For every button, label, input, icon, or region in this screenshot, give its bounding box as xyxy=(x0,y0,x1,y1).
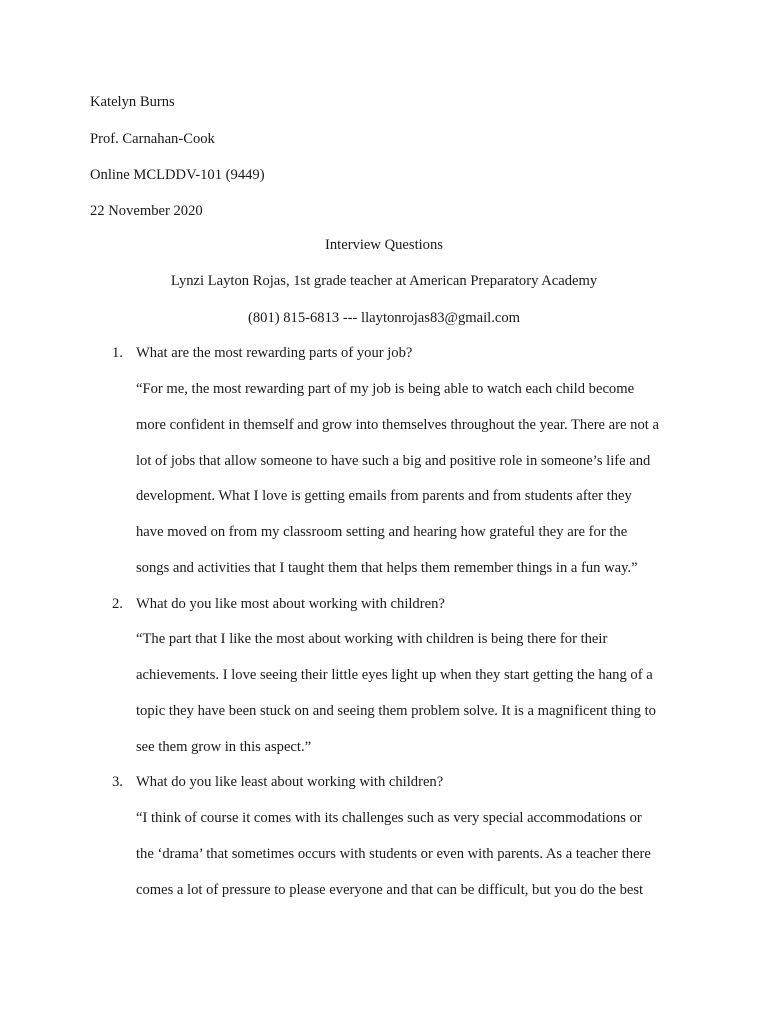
question-text: What do you like least about working with children? xyxy=(136,774,444,790)
question-number: 2. xyxy=(112,596,123,612)
answer-line: achievements. I love seeing their little eyes light up when they start getting the hang of a xyxy=(136,667,653,683)
question-number: 3. xyxy=(112,774,123,790)
answer-line: lot of jobs that allow someone to have such a big and positive role in someone’s life and xyxy=(136,453,651,469)
answer-line: comes a lot of pressure to please everyone and that can be difficult, but you do the best xyxy=(136,882,644,898)
question-text: What are the most rewarding parts of your job? xyxy=(136,345,413,361)
answer-line: see them grow in this aspect.” xyxy=(136,739,312,755)
answer-line: have moved on from my classroom setting and hearing how grateful they are for the xyxy=(136,524,628,540)
contact-line: (801) 815-6813 --- llaytonrojas83@gmail.com xyxy=(247,310,520,326)
course-name: Online MCLDDV-101 (9449) xyxy=(90,167,265,183)
document-date: 22 November 2020 xyxy=(90,203,203,219)
answer-line: “For me, the most rewarding part of my job is being able to watch each child become xyxy=(136,381,635,397)
professor-name: Prof. Carnahan-Cook xyxy=(90,131,215,147)
answer-line: the ‘drama’ that sometimes occurs with students or even with parents. As a teacher there xyxy=(136,846,651,862)
answer-line: more confident in themself and grow into themselves throughout the year. There are not a xyxy=(136,417,659,433)
answer-line: songs and activities that I taught them that helps them remember things in a fun way.” xyxy=(136,560,638,576)
answer-line: “The part that I like the most about working with children is being there for their xyxy=(136,631,608,647)
question-text: What do you like most about working with children? xyxy=(136,596,445,612)
interviewee-line: Lynzi Layton Rojas, 1st grade teacher at American Preparatory Academy xyxy=(170,273,598,289)
student-name: Katelyn Burns xyxy=(90,94,175,110)
answer-line: “I think of course it comes with its challenges such as very special accommodations or xyxy=(136,810,642,826)
question-number: 1. xyxy=(112,345,123,361)
answer-line: topic they have been stuck on and seeing them problem solve. It is a magnificent thing to xyxy=(136,703,656,719)
document-title: Interview Questions xyxy=(325,237,443,253)
answer-line: development. What I love is getting emails from parents and from students after they xyxy=(136,488,632,504)
